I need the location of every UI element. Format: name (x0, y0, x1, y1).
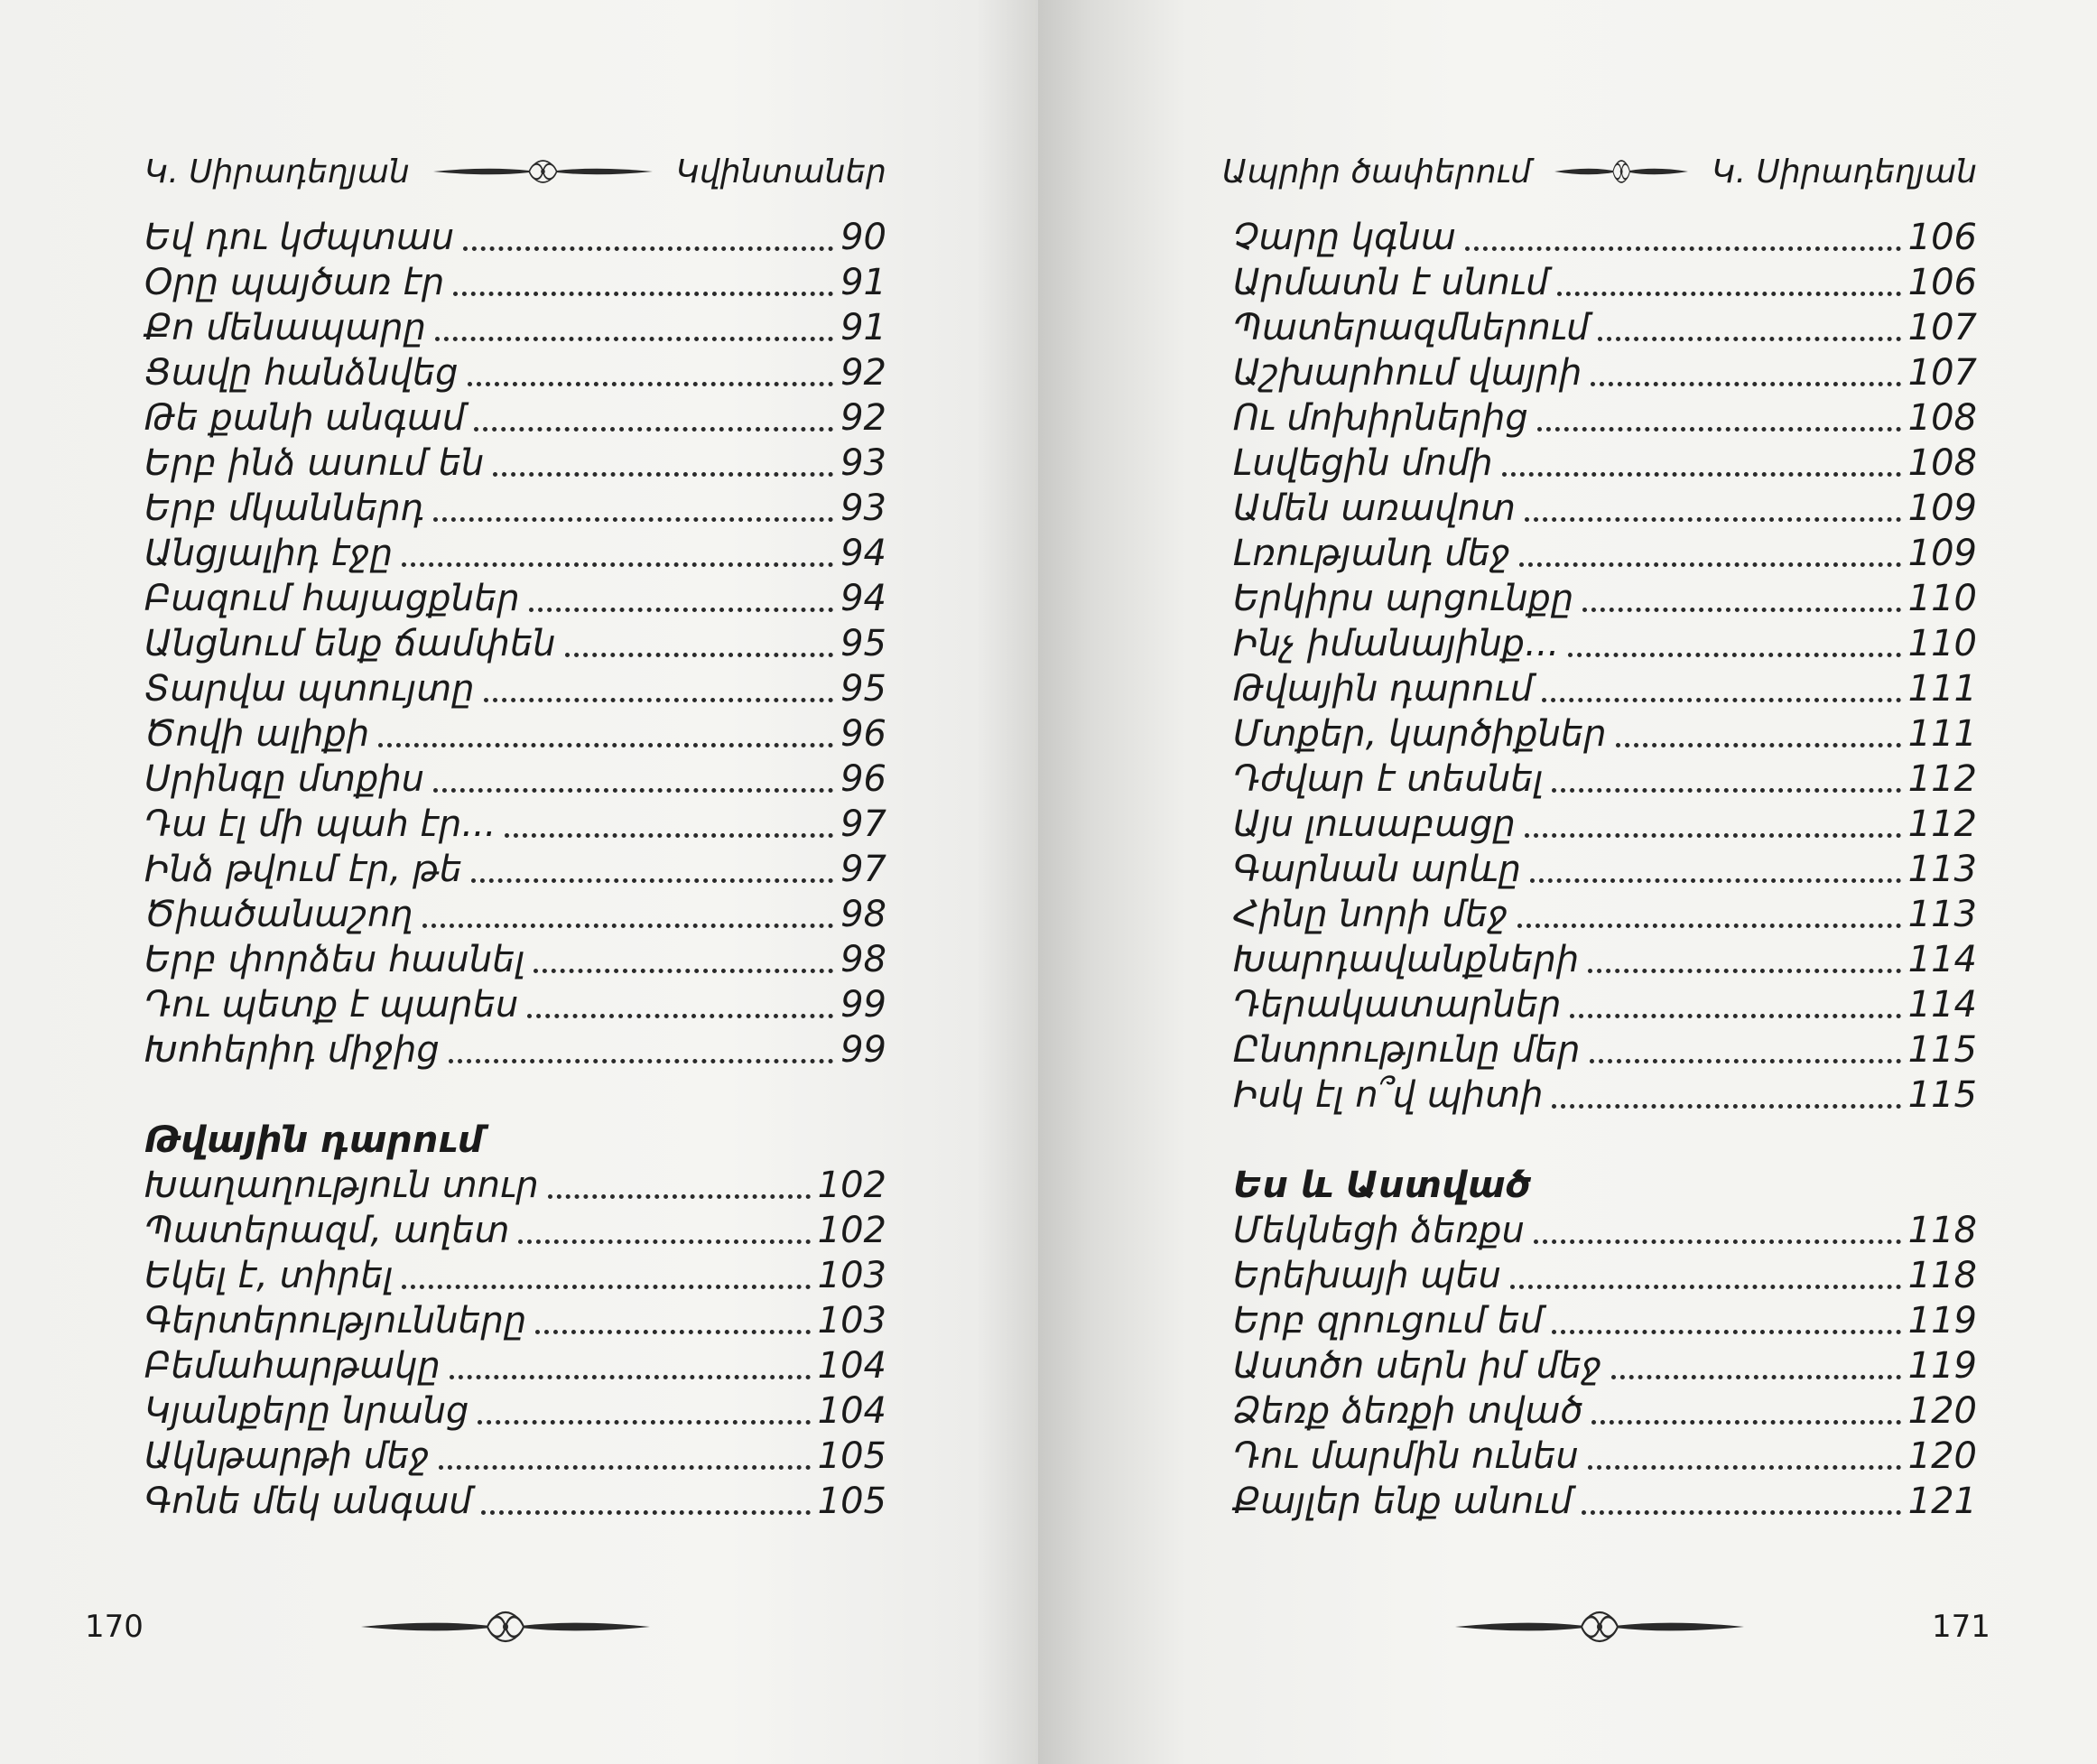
toc-entry-title: Դա էլ մի պահ էր... (144, 803, 496, 845)
toc-entry (144, 1163, 886, 1208)
dot-leader (468, 382, 834, 386)
toc-entry-title: Գարնան արևը (1233, 849, 1521, 890)
toc-entry (1233, 576, 1977, 621)
header-ornament-icon (433, 158, 653, 185)
toc-entry (1233, 1343, 1977, 1388)
dot-leader (1552, 788, 1900, 793)
toc-entry (1233, 531, 1977, 576)
toc-entry (1233, 1208, 1977, 1253)
toc-entry-title: Գոնե մեկ անգամ (144, 1481, 472, 1522)
toc-entry (1233, 937, 1977, 982)
dot-leader (1557, 292, 1900, 296)
toc-entry-title: Լսվեցին մոմի (1233, 442, 1493, 484)
dot-leader (402, 1285, 810, 1289)
left-page (0, 0, 1038, 1764)
toc-entry-page: 102 (817, 1210, 886, 1251)
footer-ornament-icon (361, 1609, 650, 1645)
toc-entry-page: 119 (1907, 1300, 1977, 1342)
toc-entry-page: 103 (817, 1300, 886, 1342)
dot-leader (535, 1330, 810, 1334)
toc-entry-title: Երբ ինձ ասում են (144, 442, 485, 484)
toc-entry-page: 108 (1907, 442, 1977, 484)
toc-entry-title: Բազում հայացքներ (144, 578, 520, 619)
right-toc (1233, 215, 1977, 1524)
dot-leader (450, 1375, 811, 1379)
toc-entry-page: 114 (1907, 939, 1977, 980)
dot-leader (402, 562, 833, 567)
dot-leader (484, 698, 833, 702)
toc-entry (1233, 1388, 1977, 1434)
toc-entry-page: 120 (1907, 1390, 1977, 1432)
toc-entry-page: 105 (817, 1481, 886, 1522)
toc-entry-title: Թե քանի անգամ (144, 397, 466, 439)
left-running-head (144, 152, 886, 191)
toc-entry-title: Երբ փորձես հասնել (144, 939, 525, 980)
toc-entry-title: Կյանքերը նրանց (144, 1390, 469, 1432)
right-toc-entries-b (1233, 1208, 1977, 1524)
toc-entry-page: 105 (817, 1435, 886, 1477)
dot-leader (453, 292, 833, 296)
toc-entry-page: 118 (1907, 1210, 1977, 1251)
dot-leader (505, 833, 833, 838)
left-toc (144, 215, 886, 1524)
toc-entry-title: Աշխարհում վայրի (1233, 352, 1582, 394)
toc-entry-page: 99 (840, 984, 886, 1026)
toc-entry-title: Իսկ էլ ո՞վ պիտի (1233, 1074, 1544, 1116)
toc-entry-page: 91 (840, 262, 886, 303)
toc-entry-title: Պատերազմ, աղետ (144, 1210, 510, 1251)
dot-leader (548, 1194, 811, 1199)
dot-leader (463, 246, 833, 251)
toc-entry-title: Երբ զրուցում եմ (1233, 1300, 1544, 1342)
toc-entry-title: Ամեն առավոտ (1233, 487, 1516, 529)
toc-entry (1233, 1479, 1977, 1524)
page-number-left: 170 (85, 1609, 144, 1645)
toc-entry (144, 486, 886, 531)
dot-leader (1611, 1375, 1901, 1379)
toc-entry (1233, 757, 1977, 802)
toc-entry-title: Խարդավանքների (1233, 939, 1580, 980)
toc-entry (144, 1388, 886, 1434)
toc-entry-page: 93 (840, 442, 886, 484)
toc-entry-title: Խաղաղություն տուր (144, 1165, 539, 1206)
toc-entry-page: 106 (1907, 217, 1977, 258)
toc-entry-title: Ձեռք ձեռքի տված (1233, 1390, 1583, 1432)
toc-entry-page: 95 (840, 623, 886, 664)
toc-entry (1233, 1027, 1977, 1072)
toc-entry-title: Ծովի ալիքի (144, 713, 370, 755)
toc-entry-title: Արմատն է սնում (1233, 262, 1549, 303)
toc-entry (144, 1027, 886, 1072)
dot-leader (1582, 1510, 1901, 1515)
right-running-head-title: Ապրիր ծափերում (1222, 153, 1531, 190)
toc-entry-title: Ցավը հանձնվեց (144, 352, 459, 394)
toc-entry-page: 112 (1907, 803, 1977, 845)
toc-entry (144, 441, 886, 486)
toc-entry-title: Ինչ իմանայինք... (1233, 623, 1560, 664)
toc-entry-page: 115 (1907, 1074, 1977, 1116)
dot-leader (378, 743, 833, 747)
dot-leader (474, 427, 833, 432)
toc-entry-title: Դժվար է տեսնել (1233, 758, 1544, 800)
toc-entry-title: Ծիածանաշող (144, 894, 413, 935)
toc-entry-page: 121 (1907, 1481, 1977, 1522)
toc-entry-page: 107 (1907, 307, 1977, 348)
toc-entry-title: Դու պետք է պարես (144, 984, 519, 1026)
toc-entry (144, 215, 886, 260)
toc-entry-title: Սրինգը մտքիս (144, 758, 425, 800)
toc-entry-page: 90 (840, 217, 886, 258)
toc-entry-page: 104 (817, 1345, 886, 1387)
right-running-head-author: Կ. Սիրադեղյան (1712, 153, 1977, 190)
toc-entry-title: Խոհերիդ միջից (144, 1029, 440, 1071)
toc-entry-title: Ակնթարթի մեջ (144, 1435, 430, 1477)
toc-entry-page: 110 (1907, 578, 1977, 619)
dot-leader (493, 472, 833, 477)
toc-entry-page: 102 (817, 1165, 886, 1206)
dot-leader (1588, 969, 1900, 973)
dot-leader (1517, 924, 1901, 928)
left-running-head-title: Կվինտաներ (675, 153, 886, 190)
toc-entry-page: 97 (840, 849, 886, 890)
toc-entry (144, 757, 886, 802)
toc-entry-page: 110 (1907, 623, 1977, 664)
dot-leader (439, 1465, 811, 1470)
dot-leader (478, 1420, 810, 1425)
toc-entry (144, 711, 886, 757)
toc-entry (1233, 802, 1977, 847)
toc-entry (144, 847, 886, 892)
dot-leader (1525, 517, 1901, 522)
toc-entry-page: 94 (840, 533, 886, 574)
dot-leader (481, 1510, 811, 1515)
toc-entry-page: 98 (840, 894, 886, 935)
toc-entry-title: Երեխայի պես (1233, 1255, 1501, 1296)
dot-leader (1525, 833, 1901, 838)
toc-entry-page: 91 (840, 307, 886, 348)
dot-leader (1465, 246, 1901, 251)
toc-entry (144, 350, 886, 395)
toc-entry (1233, 441, 1977, 486)
toc-entry (144, 1208, 886, 1253)
right-toc-entries-a (1233, 215, 1977, 1118)
toc-entry-page: 111 (1907, 668, 1977, 710)
toc-entry-page: 115 (1907, 1029, 1977, 1071)
dot-leader (1590, 1059, 1901, 1063)
page-number-right: 171 (1932, 1609, 1990, 1645)
toc-entry-title: Երբ մկաններդ (144, 487, 425, 529)
toc-entry-page: 92 (840, 352, 886, 394)
left-section-heading: Թվային դարում (144, 1119, 484, 1161)
dot-leader (1552, 1104, 1900, 1109)
toc-entry-title: Տարվա պտույտը (144, 668, 475, 710)
toc-entry (144, 982, 886, 1027)
dot-leader (534, 969, 833, 973)
toc-entry-title: Անցնում ենք ճամփեն (144, 623, 556, 664)
left-toc-entries-a (144, 215, 886, 1072)
dot-leader (529, 608, 833, 612)
dot-leader (1591, 382, 1900, 386)
toc-entry-title: Բեմահարթակը (144, 1345, 441, 1387)
left-toc-entries-b (144, 1163, 886, 1524)
toc-entry-title: Ընտրությունը մեր (1233, 1029, 1581, 1071)
toc-entry (1233, 1072, 1977, 1118)
dot-leader (1542, 698, 1900, 702)
toc-entry-page: 112 (1907, 758, 1977, 800)
right-section-heading: Ես և Աստված (1233, 1165, 1531, 1206)
dot-leader (422, 924, 833, 928)
toc-entry-page: 96 (840, 758, 886, 800)
toc-entry (144, 1298, 886, 1343)
dot-leader (1552, 1330, 1901, 1334)
toc-entry (1233, 1298, 1977, 1343)
toc-entry (144, 1343, 886, 1388)
dot-leader (1510, 1285, 1901, 1289)
dot-leader (449, 1059, 833, 1063)
toc-entry (1233, 982, 1977, 1027)
toc-entry-title: Այս լուսաբացը (1233, 803, 1516, 845)
toc-entry-page: 109 (1907, 533, 1977, 574)
dot-leader (518, 1239, 810, 1244)
toc-entry-title: Լռությանդ մեջ (1233, 533, 1511, 574)
dot-leader (1568, 653, 1900, 657)
toc-entry-title: Հինը նորի մեջ (1233, 894, 1508, 935)
toc-entry (1233, 215, 1977, 260)
toc-entry (1233, 260, 1977, 305)
toc-entry-title: Դու մարմին ունես (1233, 1435, 1579, 1477)
toc-entry-title: Դերակատարներ (1233, 984, 1562, 1026)
toc-entry-page: 119 (1907, 1345, 1977, 1387)
toc-entry-title: Քո մենապարը (144, 307, 426, 348)
toc-entry (144, 305, 886, 350)
toc-entry-page: 108 (1907, 397, 1977, 439)
toc-entry-page: 107 (1907, 352, 1977, 394)
toc-entry-title: Մտքեր, կարծիքներ (1233, 713, 1607, 755)
toc-entry-title: Աստծո սերն իմ մեջ (1233, 1345, 1602, 1387)
toc-entry-page: 93 (840, 487, 886, 529)
toc-entry (1233, 350, 1977, 395)
dot-leader (471, 878, 833, 883)
toc-entry-page: 96 (840, 713, 886, 755)
toc-entry-title: Եկել է, տիրել (144, 1255, 394, 1296)
toc-entry (144, 802, 886, 847)
toc-entry-title: Ու մոխիրներից (1233, 397, 1528, 439)
toc-entry-page: 104 (817, 1390, 886, 1432)
toc-entry (144, 892, 886, 937)
toc-entry-title: Ինձ թվում էր, թե (144, 849, 462, 890)
right-page (1038, 0, 2097, 1764)
toc-entry-title: Չարը կգնա (1233, 217, 1456, 258)
toc-entry-page: 106 (1907, 262, 1977, 303)
toc-entry-title: Անցյալիդ էջը (144, 533, 394, 574)
dot-leader (435, 337, 833, 341)
toc-entry-page: 98 (840, 939, 886, 980)
toc-entry (1233, 1434, 1977, 1479)
toc-entry-page: 118 (1907, 1255, 1977, 1296)
left-running-head-author: Կ. Սիրադեղյան (144, 153, 410, 190)
toc-entry (144, 260, 886, 305)
header-ornament-icon (1554, 158, 1688, 185)
dot-leader (1570, 1014, 1900, 1018)
toc-entry (144, 666, 886, 711)
toc-entry-page: 111 (1907, 713, 1977, 755)
toc-entry-page: 113 (1907, 849, 1977, 890)
toc-entry-page: 114 (1907, 984, 1977, 1026)
toc-entry (1233, 666, 1977, 711)
toc-entry (144, 1253, 886, 1298)
toc-entry-page: 99 (840, 1029, 886, 1071)
dot-leader (565, 653, 834, 657)
footer-ornament-icon (1455, 1609, 1744, 1645)
toc-entry (1233, 892, 1977, 937)
toc-entry (1233, 486, 1977, 531)
toc-entry-title: Թվային դարում (1233, 668, 1534, 710)
toc-entry-title: Եվ դու կժպտաս (144, 217, 455, 258)
toc-entry-page: 95 (840, 668, 886, 710)
dot-leader (1616, 743, 1901, 747)
toc-entry-page: 94 (840, 578, 886, 619)
dot-leader (1598, 337, 1900, 341)
toc-entry (144, 1434, 886, 1479)
toc-entry-title: Քայլեր ենք անում (1233, 1481, 1573, 1522)
toc-entry-page: 103 (817, 1255, 886, 1296)
dot-leader (1582, 608, 1900, 612)
toc-entry (1233, 711, 1977, 757)
toc-entry (144, 576, 886, 621)
dot-leader (1534, 1239, 1901, 1244)
toc-entry (1233, 847, 1977, 892)
dot-leader (1502, 472, 1901, 477)
dot-leader (1537, 427, 1901, 432)
toc-entry-page: 92 (840, 397, 886, 439)
dot-leader (433, 517, 833, 522)
toc-entry-page: 120 (1907, 1435, 1977, 1477)
toc-entry-page: 97 (840, 803, 886, 845)
dot-leader (1588, 1465, 1901, 1470)
toc-entry (144, 395, 886, 441)
toc-entry (144, 1479, 886, 1524)
toc-entry-title: Գերտերությունները (144, 1300, 527, 1342)
dot-leader (1519, 562, 1900, 567)
toc-entry-title: Պատերազմներում (1233, 307, 1590, 348)
toc-entry (1233, 305, 1977, 350)
dot-leader (433, 788, 833, 793)
toc-entry (1233, 395, 1977, 441)
toc-entry (1233, 1253, 1977, 1298)
toc-entry-page: 109 (1907, 487, 1977, 529)
toc-entry (144, 621, 886, 666)
toc-entry-title: Մեկնեցի ձեռքս (1233, 1210, 1525, 1251)
dot-leader (1591, 1420, 1900, 1425)
dot-leader (527, 1014, 833, 1018)
toc-entry-title: Օրը պայծառ էր (144, 262, 445, 303)
toc-entry (1233, 621, 1977, 666)
right-running-head (1222, 152, 1977, 191)
toc-entry (144, 531, 886, 576)
toc-entry (144, 937, 886, 982)
toc-entry-page: 113 (1907, 894, 1977, 935)
toc-entry-title: Երկիրս արցունքը (1233, 578, 1574, 619)
dot-leader (1530, 878, 1901, 883)
